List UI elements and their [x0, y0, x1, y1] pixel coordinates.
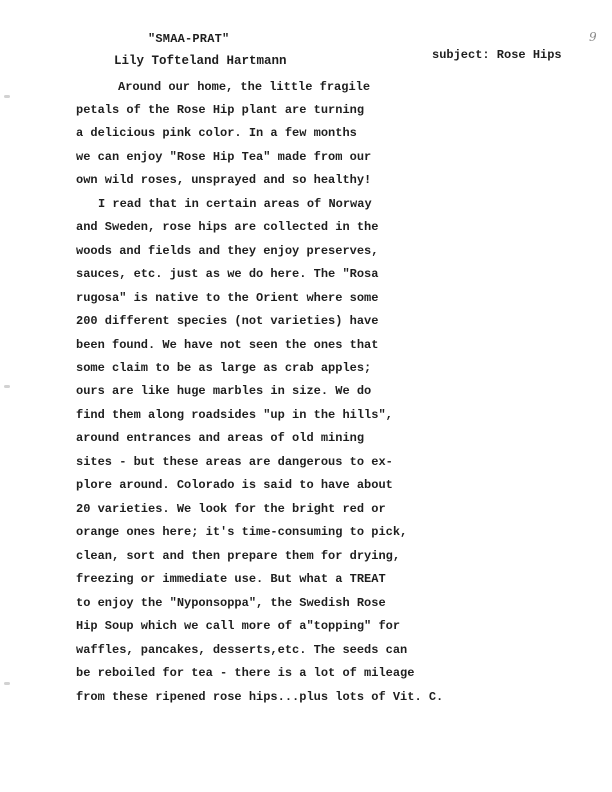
body-line: petals of the Rose Hip plant are turning — [76, 103, 365, 117]
body-line: sites - but these areas are dangerous to ex- — [76, 455, 393, 469]
body-line: 20 varieties. We look for the bright red or — [76, 502, 386, 516]
punch-hole-mark — [4, 682, 10, 685]
subject-line: subject: Rose Hips — [432, 48, 562, 62]
author-name: Lily Tofteland Hartmann — [114, 54, 287, 68]
body-line: find them along roadsides "up in the hills", — [76, 408, 393, 422]
body-line: own wild roses, unsprayed and so healthy! — [76, 173, 372, 187]
body-line: we can enjoy "Rose Hip Tea" made from our — [76, 150, 372, 164]
body-line: 200 different species (not varieties) have — [76, 314, 379, 328]
body-line: sauces, etc. just as we do here. The "Rosa — [76, 267, 379, 281]
body-line: some claim to be as large as crab apples; — [76, 361, 372, 375]
body-line: be reboiled for tea - there is a lot of mileage — [76, 666, 415, 680]
body-line: to enjoy the "Nyponsoppa", the Swedish Rose — [76, 596, 386, 610]
body-line: rugosa" is native to the Orient where some — [76, 291, 379, 305]
body-line: orange ones here; it's time-consuming to pick, — [76, 525, 408, 539]
body-line: waffles, pancakes, desserts,etc. The seeds can — [76, 643, 408, 657]
body-line: plore around. Colorado is said to have about — [76, 478, 393, 492]
body-line: freezing or immediate use. But what a TREAT — [76, 572, 386, 586]
body-line: and Sweden, rose hips are collected in the — [76, 220, 379, 234]
body-line: woods and fields and they enjoy preserves, — [76, 244, 379, 258]
body-line: been found. We have not seen the ones that — [76, 338, 379, 352]
body-line: Hip Soup which we call more of a"topping" for — [76, 619, 401, 633]
punch-hole-mark — [4, 95, 10, 98]
handwritten-page-number: 9 — [589, 30, 597, 44]
body-line: clean, sort and then prepare them for drying, — [76, 549, 401, 563]
body-line: from these ripened rose hips...plus lots of Vit. C. — [76, 690, 444, 704]
body-line: around entrances and areas of old mining — [76, 431, 365, 445]
document-title: "SMAA-PRAT" — [148, 32, 230, 46]
punch-hole-mark — [4, 385, 10, 388]
body-line: a delicious pink color. In a few months — [76, 126, 357, 140]
body-line: Around our home, the little fragile — [118, 80, 371, 94]
body-line: ours are like huge marbles in size. We do — [76, 384, 372, 398]
body-line: I read that in certain areas of Norway — [98, 197, 372, 211]
